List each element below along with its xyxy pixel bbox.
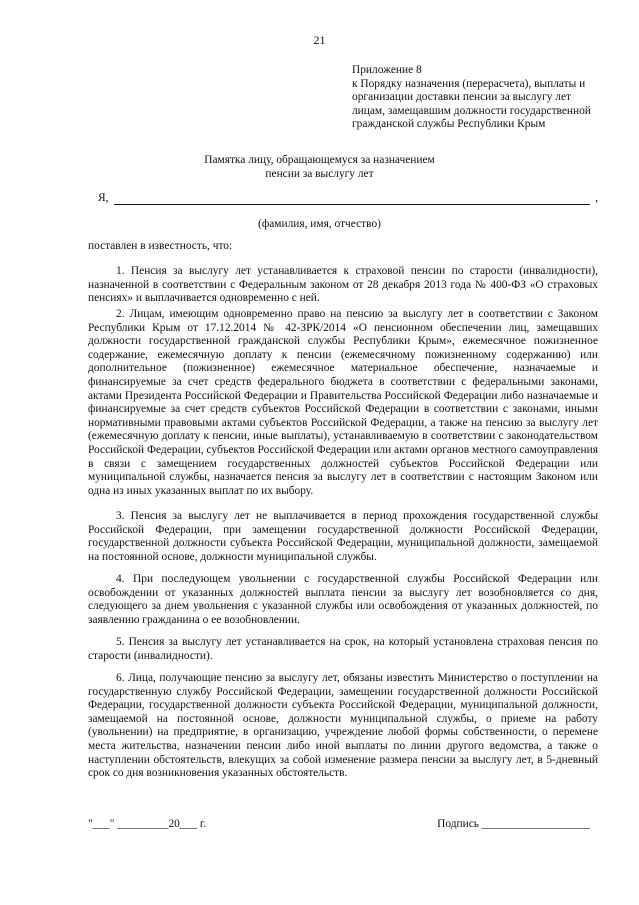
paragraph-3: 3. Пенсия за выслугу лет не выплачивается в период прохождения государственной службы Российской Федерации, при замещении государственной должности Российской Федерации, государственной должности субъекта Российской Федерации, муниципальной должности, замещаемой на постоянной основе, должности муниципальной службы. <box>88 510 598 563</box>
paragraph-1: 1. Пенсия за выслугу лет устанавливается к страховой пенсии по старости (инвалидности), назначенной в соответствии с Федеральным законом от 28 декабря 2013 года № 400-ФЗ «О страховых пенсиях» и выплачивается одновременно с ней. <box>88 265 598 305</box>
date-field[interactable]: "___" _________20___ г. <box>88 818 207 830</box>
name-field[interactable] <box>88 192 598 208</box>
paragraph-4: 4. При последующем увольнении с государственной службы Российской Федерации или освобождении от указанных должностей выплата пенсии за выслугу лет возобновляется со дня, следующего за днем увольнения с указанной службы или освобождения от указанных должностей, по заявлению гражданина о ее возобновлении. <box>88 573 598 626</box>
title-line: пенсии за выслугу лет <box>265 167 374 180</box>
name-fill-line[interactable] <box>114 204 590 205</box>
name-suffix: , <box>595 192 598 204</box>
intro-text: поставлен в известность, что: <box>88 240 233 252</box>
paragraph-2: 2. Лицам, имеющим одновременно право на пенсию за выслугу лет в соответствии с Законом Республики Крым от 17.12.2014 № 42-ЗРК/2014 «О пенсионном обеспечении лиц, замещавших должности государственной гражданской службы Республики Крым», ежемесячное пожизненное содержание, ежемесячную доплату к пенсии (ежемесячному пожизненному содержанию) или дополнительное (пожизненное) ежемесячное материальное обеспечение, назначаемые и финансируемые за счет средств федерального бюджета в соответствии с федеральными законами, актами Президента Российской Федерации и Правительства Российской Федерации либо назначаемые и финансируемые за счет средств субъектов Российской Федерации в соответствии с законами, иными нормативными правовыми актами субъектов Российской Федерации, а также на пенсию за выслугу лет (ежемесячную доплату к пенсии, иные выплаты), устанавливаемую в соответствии с законодательством Российской Федерации, субъектов Российской Федерации или актами органов местного самоуправления в связи с замещением государственных должностей субъектов Российской Федерации или муниципальной службы, назначается пенсия за выслугу лет в соответствии с настоящим Законом или одна из иных указанных выплат по их выбору. <box>88 308 598 497</box>
appendix-line: лицам, замещавшим должности государственной <box>352 104 591 117</box>
name-prefix: Я, <box>98 192 109 204</box>
appendix-line: гражданской службы Республики Крым <box>352 118 546 131</box>
page-number: 21 <box>313 33 326 47</box>
appendix-line: Приложение 8 <box>352 64 422 76</box>
document-title <box>0 154 639 181</box>
appendix-line: к Порядку назначения (перерасчета), выплаты и <box>352 77 586 90</box>
paragraph-5: 5. Пенсия за выслугу лет устанавливается на срок, на который установлена страховая пенсия по старости (инвалидности). <box>88 636 598 662</box>
appendix-line: организации доставки пенсии за выслугу лет <box>352 91 572 104</box>
title-line: Памятка лицу, обращающемуся за назначением <box>204 154 435 166</box>
name-caption: (фамилия, имя, отчество) <box>258 218 381 230</box>
appendix-block <box>352 64 598 132</box>
footer <box>88 818 598 834</box>
paragraph-6: 6. Лица, получающие пенсию за выслугу лет, обязаны известить Министерство о поступлении на государственную службу Российской Федерации, замещении государственной должности Российской Федерации, государственной должности субъекта Российской Федерации, муниципальной должности, замещаемой на постоянной основе, должности муниципальной службы, о приеме на работу (увольнении) на предприятие, в организацию, учреждение любой формы собственности, о перемене места жительства, назначении пенсии либо иной выплаты по линии другого ведомства, а также о наступлении обстоятельств, влекущих за собой изменение размера пенсии за выслугу лет, в 5-дневный срок со дня возникновения указанных обстоятельств. <box>88 672 598 780</box>
signature-field[interactable]: Подпись ___________________ <box>437 818 590 830</box>
